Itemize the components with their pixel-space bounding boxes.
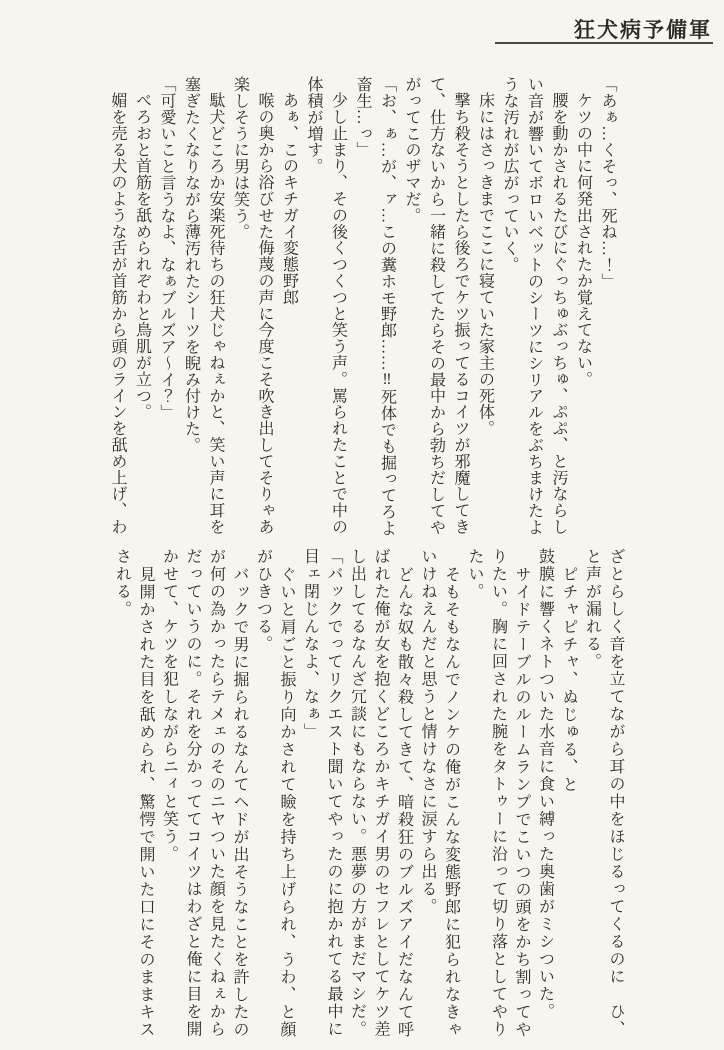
- text-column: 駄犬どころか安楽死待ちの狂犬じゃねぇかと、笑い声に耳を: [207, 92, 224, 535]
- text-column: 見開かされた目を舐められ、驚愕で開いた口にそのままキス: [137, 566, 154, 1039]
- text-column: たい。: [466, 548, 483, 601]
- text-column: し出してるなんざ冗談にもならない。悪夢の方がまだマシだ。: [348, 548, 366, 1038]
- text-column: ざとらしく音を立てながら耳の中をほじるってくるのに ひ、: [607, 548, 624, 1038]
- text-column: 撃ち殺そうとしたら後ろでケツ振ってるコイツが邪魔してき: [452, 92, 469, 535]
- text-column: 体積が増す。: [305, 76, 322, 175]
- text-block-top: [105, 76, 620, 538]
- text-column: 「お、ぁ…が、ァ…この糞ホモ野郎……‼死体でも掘ってろよ: [378, 76, 396, 537]
- page-header-title: 狂犬病予備軍: [574, 18, 712, 42]
- text-column: だっていうのに。それを分かっててコイツはわざと俺に目を開: [184, 548, 201, 1038]
- text-column: がってこのザマだ。: [403, 76, 420, 224]
- text-column: りたい。胸に回された腕をタトゥーに沿って切り落としてやり: [489, 548, 507, 1038]
- text-column: うな汚れが広がっていく。: [501, 76, 518, 273]
- text-column: 少し止まり、その後くつくつと笑う声。罵られたことで中の: [329, 92, 347, 535]
- text-column: される。: [113, 548, 131, 618]
- text-column: 「可愛いこと言うなよ、なぁブルズア～イ？」: [158, 76, 175, 421]
- text-column: いけねえんだと思うと情けなさに涙すら出る。: [419, 548, 436, 916]
- text-column: ばれた俺が女を抱くどころかキチガイ男のセフレとしてケツ差: [372, 548, 389, 1038]
- text-column: 鼓膜に響くネトついた水音に食い縛った奥歯がミシついた。: [536, 548, 554, 1021]
- text-column: 「バックでってリクエスト聞いてやったのに抱かれてる最中に: [325, 548, 342, 1038]
- text-column: 喉の奥から浴びせた侮蔑の声に今度こそ吹き出してそりゃあ: [256, 92, 273, 535]
- text-column: 塞ぎたくなりながら薄汚れたシーツを睨み付けた。: [182, 76, 200, 454]
- text-column: べろおと首筋を舐められぞわと鳥肌が立つ。: [133, 92, 151, 420]
- text-column: そもそもなんでノンケの俺がこんな変態野郎に犯られなきゃ: [442, 566, 460, 1039]
- text-column: 床にはさっきまでここに寝ていた家主の死体。: [476, 92, 494, 437]
- text-column: が何の為かったらテメェのそのニヤついた顔を見たくねぇから: [207, 548, 225, 1038]
- text-column: ぐいと肩ごと振り向かされて瞼を持ち上げられ、うわ、と顔: [278, 566, 295, 1039]
- text-column: かせて、ケツを犯しながらニィと笑う。: [160, 548, 178, 863]
- text-column: 腰を動かされるたびにぐっちゅぶっちゅ、ぷぷ、と汚ならし: [550, 92, 567, 535]
- text-column: て、仕方ないから一緒に殺してたらその最中から勃ちだしてや: [427, 76, 445, 536]
- text-column: あぁ、このキチガイ変態野郎: [280, 92, 298, 306]
- text-column: がひきつる。: [254, 548, 272, 653]
- text-column: ピチャピチャ、ぬじゅる、と: [560, 566, 577, 794]
- text-column: サイドテーブルのルームランプでこいつの頭をかち割ってや: [513, 566, 530, 1039]
- text-column: ケツの中に何発出されたか覚えてない。: [574, 92, 592, 388]
- text-column: 目ェ閉じんなよ、なぁ」: [301, 548, 319, 741]
- text-block-bottom: [110, 548, 627, 1042]
- text-column: 「あぁ…くそっ、死ね…！」: [599, 76, 616, 290]
- text-column: い音が響いてボロいベットのシーツにシリアルをぶちまけたよ: [525, 76, 543, 536]
- text-column: どんな奴も散々殺してきて、暗殺狂のブルズアイだなんて呼: [395, 566, 413, 1039]
- text-column: 媚を売る犬のような舌が首筋から頭のラインを舐め上げ、わ: [109, 92, 126, 535]
- text-column: 畜生…っ」: [354, 76, 371, 158]
- text-column: バックで男に掘られるなんてヘドが出そうなことを許したの: [231, 566, 248, 1039]
- header-underline: [495, 42, 713, 44]
- text-column: 楽しそうに男は笑う。: [231, 76, 249, 240]
- text-column: と声が漏れる。: [583, 548, 601, 671]
